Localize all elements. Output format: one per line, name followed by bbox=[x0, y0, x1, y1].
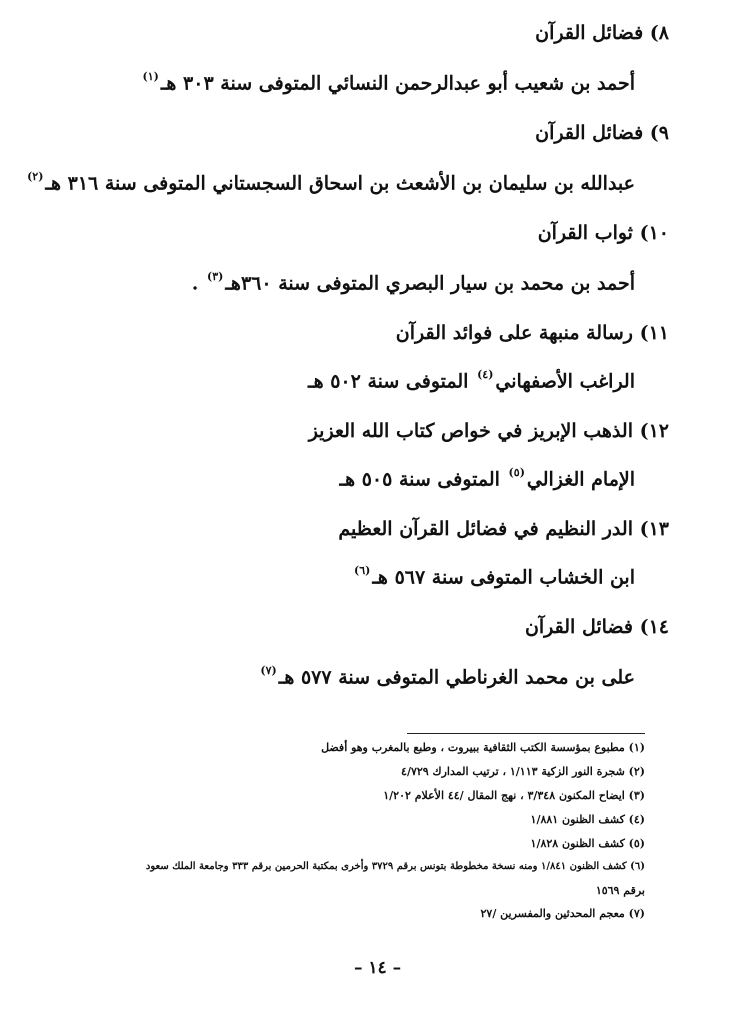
entry-title: ٨) فضائل القرآن bbox=[535, 22, 669, 44]
entry-author bbox=[340, 468, 636, 490]
footnote-rule bbox=[407, 733, 645, 734]
entry-title: ١٠) ثواب القرآن bbox=[537, 222, 669, 244]
footnote: (١) مطبوع بمؤسسة الكتب الثقافية ببيروت ، وطبع بالمغرب وهو أفضل bbox=[321, 741, 645, 754]
footnote-ref: (٧) bbox=[260, 664, 277, 677]
footnote: (٧) معجم المحدثين والمفسرين /٢٧ bbox=[480, 907, 645, 920]
footnote: (٣) ايضاح المكنون ٣/٣٤٨ ، نهج المقال /٤٤ الأعلام ١/٢٠٢ bbox=[383, 789, 645, 802]
entry-author bbox=[258, 666, 635, 688]
author-text: أحمد بن محمد بن سيار البصري المتوفى سنة ٣٦٠هـ bbox=[225, 272, 635, 295]
footnote: (٢) شجرة النور الزكية ١/١١٣ ، ترتيب المدارك ٤/٧٢٩ bbox=[401, 765, 645, 778]
footnote-ref: (٣) bbox=[207, 270, 224, 283]
entry-author bbox=[308, 370, 635, 392]
entry-title: ١٣) الدر النظيم في فضائل القرآن العظيم bbox=[338, 518, 669, 540]
author-name: الإمام الغزالي bbox=[526, 468, 635, 491]
footnote-ref: (٤) bbox=[477, 368, 494, 381]
footnote: (٤) كشف الظنون ١/٨٨١ bbox=[530, 813, 645, 826]
footnote-continuation: برقم ١٥٦٩ bbox=[595, 884, 645, 897]
entry-title: ١٤) فضائل القرآن bbox=[524, 616, 669, 638]
author-death: المتوفى سنة ٥٠٢ هـ bbox=[308, 370, 469, 393]
author-text: عبدالله بن سليمان بن الأشعث بن اسحاق السجستاني المتوفى سنة ٣١٦ هـ bbox=[45, 172, 635, 195]
trailing-dot: . bbox=[191, 272, 205, 295]
author-text: ابن الخشاب المتوفى سنة ٥٦٧ هـ bbox=[372, 566, 635, 589]
author-text: على بن محمد الغرناطي المتوفى سنة ٥٧٧ هـ bbox=[278, 666, 635, 689]
footnote: (٥) كشف الظنون ١/٨٢٨ bbox=[530, 837, 645, 850]
entry-title: ١١) رسالة منبهة على فوائد القرآن bbox=[395, 322, 669, 344]
entry-author bbox=[140, 72, 635, 94]
footnote-ref: (٦) bbox=[354, 564, 371, 577]
author-name: الراغب الأصفهاني bbox=[495, 370, 635, 393]
entry-author bbox=[192, 272, 635, 294]
entry-title: ١٢) الذهب الإبريز في خواص كتاب الله العزيز bbox=[308, 420, 669, 442]
author-text: أحمد بن شعيب أبو عبدالرحمن النسائي المتوفى سنة ٣٠٣ هـ bbox=[160, 72, 635, 95]
entry-author bbox=[25, 172, 635, 194]
page-number: – ١٤ – bbox=[354, 958, 402, 978]
footnote-ref: (٢) bbox=[27, 170, 44, 183]
entry-title: ٩) فضائل القرآن bbox=[535, 122, 669, 144]
author-death: المتوفى سنة ٥٠٥ هـ bbox=[339, 468, 500, 491]
entry-author bbox=[352, 566, 635, 588]
footnote: (٦) كشف الظنون ١/٨٤١ ومنه نسخة مخطوطة بتونس برقم ٣٧٢٩ وأخرى بمكتبة الحرمين برقم ٣٣٣ وجامعة الملك سعود bbox=[145, 861, 645, 872]
footnote-ref: (٥) bbox=[508, 466, 525, 479]
footnote-ref: (١) bbox=[142, 70, 159, 83]
